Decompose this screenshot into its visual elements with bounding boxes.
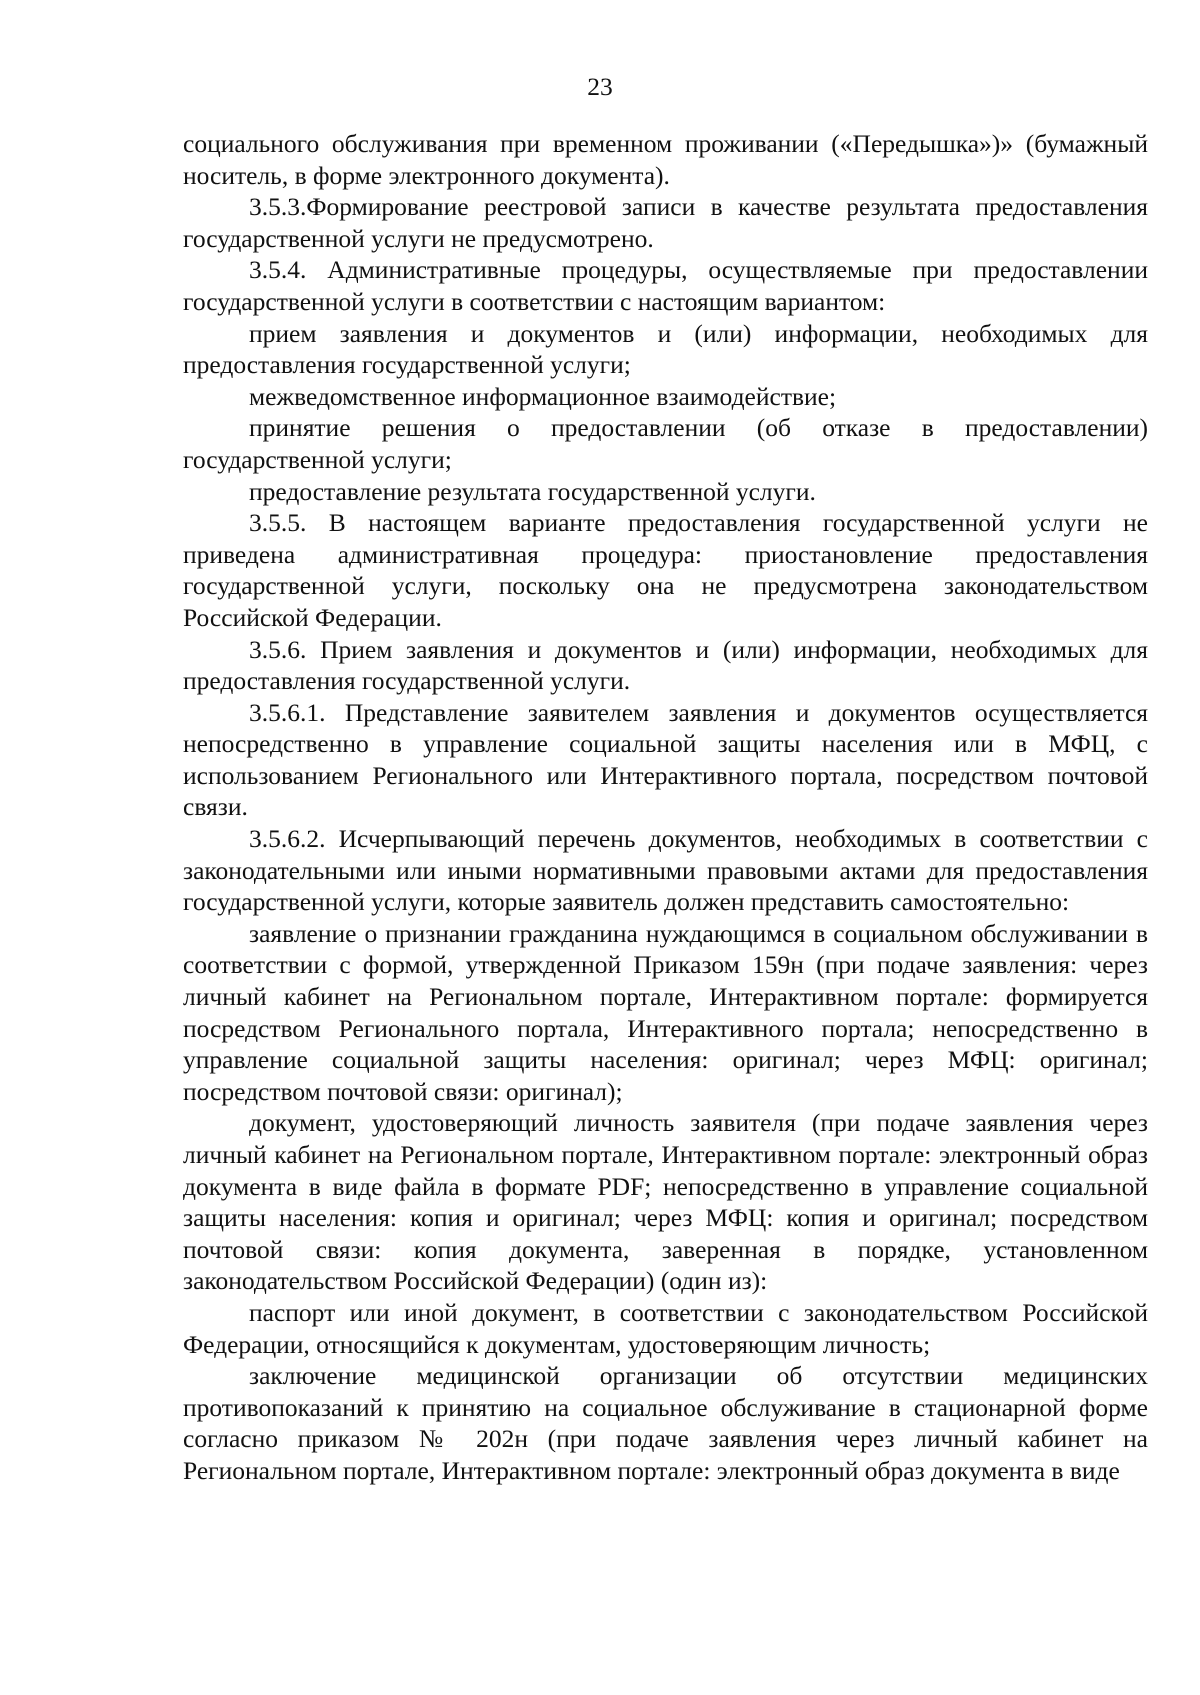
paragraph-3-5-6-1: 3.5.6.1. Представление заявителем заявления и документов осуществляется непосредственно в управление социальной защиты населения или в МФЦ, с использованием Регионального или Интерактивного портала, посредством почтовой связи. <box>183 697 1148 822</box>
page-number: 23 <box>587 72 613 101</box>
list-item-application: заявление о признании гражданина нуждающимся в социальном обслуживании в соответствии с формой, утвержденной Приказом 159н (при подаче заявления: через личный кабинет на Региональном портале, Интерактивном портале: формируется посредством Регионального портала, Интерактивного портала; непосредственно в управление социальной защиты населения: оригинал; через МФЦ: оригинал; посредством почтовой связи: оригинал); <box>183 918 1148 1106</box>
paragraph-3-5-5: 3.5.5. В настоящем варианте предоставления государственной услуги не приведена административная процедура: приостановление предоставления государственной услуги, поскольку она не предусмотрена законодательством Российской Федерации. <box>183 508 1148 632</box>
list-item-result: предоставление результата государственной услуги. <box>249 476 816 506</box>
list-item-identity-document: документ, удостоверяющий личность заявителя (при подаче заявления через личный кабинет на Региональном портале, Интерактивном портале: электронный образ документа в виде файла в формате PDF; непосредственно в управление социальной защиты населения: копия и оригинал; через МФЦ: копия и оригинал; посредством почтовой связи: копия документа, заверенная в порядке, установленном законодательством Российской Федерации) (один из): <box>183 1108 1148 1296</box>
paragraph-3-5-4: 3.5.4. Административные процедуры, осуществляемые при предоставлении государственной услуги в соответствии с настоящим вариантом: <box>183 255 1148 316</box>
list-item-interagency: межведомственное информационное взаимодействие; <box>249 381 837 411</box>
list-item-decision: принятие решения о предоставлении (об отказе в предоставлении) государственной услуги; <box>183 413 1148 474</box>
paragraph-3-5-6-2: 3.5.6.2. Исчерпывающий перечень документов, необходимых в соответствии с законодательными или иными нормативными правовыми актами для предоставления государственной услуги, которые заявитель должен представить самостоятельно: <box>183 824 1148 917</box>
paragraph-3-5-6: 3.5.6. Прием заявления и документов и (или) информации, необходимых для предоставления государственной услуги. <box>183 634 1148 696</box>
paragraph-continuation: социального обслуживания при временном проживании («Передышка»)» (бумажный носитель, в форме электронного документа). <box>183 129 1148 190</box>
list-item-medical-conclusion: заключение медицинской организации об отсутствии медицинских противопоказаний к принятию на социальное обслуживание в стационарной форме согласно приказом № 202н (при подаче заявления через личный кабинет на Региональном портале, Интерактивном портале: электронный образ документа в виде <box>183 1361 1148 1485</box>
list-item-receipt: прием заявления и документов и (или) информации, необходимых для предоставления государственной услуги; <box>183 318 1148 380</box>
list-item-passport: паспорт или иной документ, в соответствии с законодательством Российской Федерации, относящийся к документам, удостоверяющим личность; <box>183 1297 1148 1359</box>
paragraph-3-5-3: 3.5.3.Формирование реестровой записи в качестве результата предоставления государственной услуги не предусмотрено. <box>183 192 1148 253</box>
document-body <box>183 128 1148 1487</box>
